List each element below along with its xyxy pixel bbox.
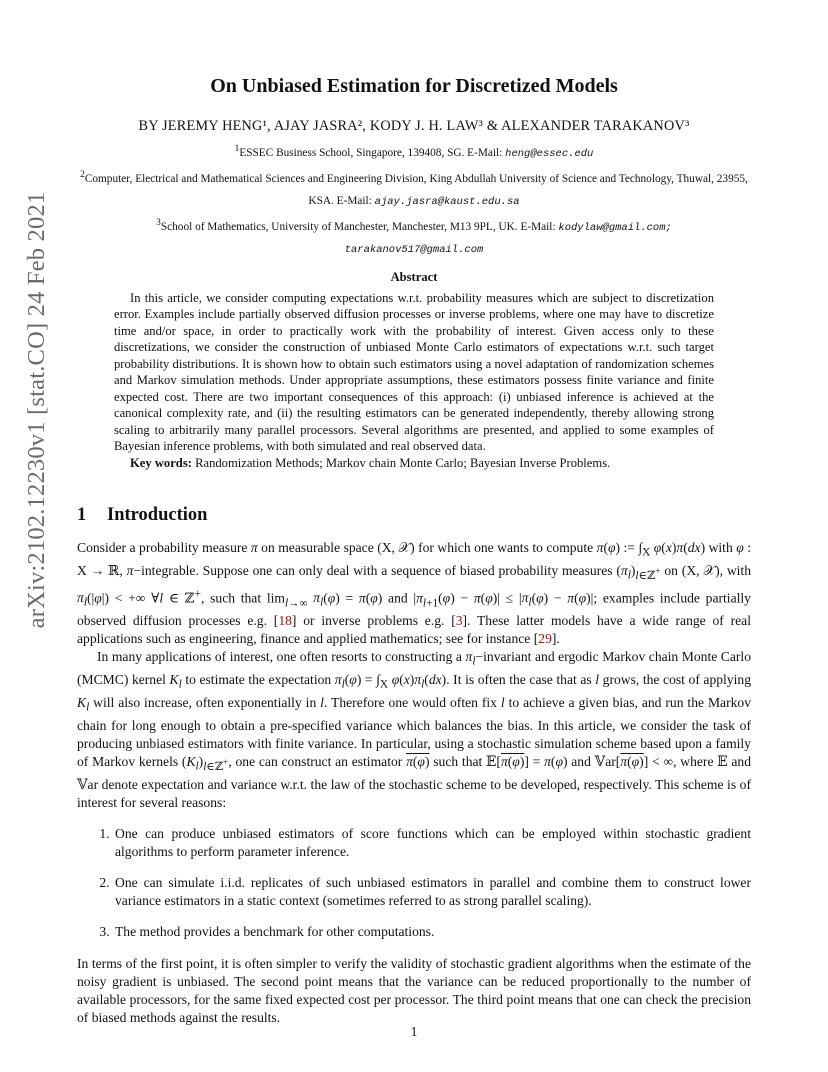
author-list: BY JEREMY HENG¹, AJAY JASRA², KODY J. H. LAW³ & ALEXANDER TARAKANOV³ (138, 118, 690, 134)
page-number: 1 (410, 1024, 418, 1039)
section-title: Introduction (107, 505, 208, 526)
email-link[interactable]: tarakanov517@gmail.com (344, 244, 484, 257)
citation-link[interactable]: 18 (278, 613, 292, 629)
arxiv-identifier: arXiv:2102.12230v1 [stat.CO] 24 Feb 2021 (23, 191, 50, 629)
section-heading (77, 504, 751, 526)
list-item: 2. One can simulate i.i.d. replicates of such unbiased estimators in parallel and combine them to construct lower variance estimators in a static context (sometimes referred to as strong parallel scaling). (113, 874, 751, 910)
section-number: 1 (77, 505, 87, 526)
section-body (77, 539, 751, 1027)
affiliation-2: $^2$Computer, Electrical and Mathematical Sciences and Engineering Division, King Abdullah University of Science and Technology, Thuwal, 23955, KSA. E-Mail: ajay.jasra@kaust.edu.sa (80, 170, 748, 208)
citation-link[interactable]: 3 (455, 613, 463, 629)
paragraph: In terms of the first point, it is often simpler to verify the validity of stochastic gradient algorithms when the estimate of the noisy gradient is unbiased. The second point means that the variance can be reduced proportionally to the number of available processors, for the same fixed expected cost per processor. The third point means that one can check the precision of biased methods against the results. (77, 955, 751, 1025)
arxiv-sidebar (18, 130, 56, 690)
abstract-text: In this article, we consider computing expectations w.r.t. probability measures which are subject to discretization error. Examples include partially observed diffusion processes or inverse problems, where one may have to discretize time and/or space, in order to practically work with the probability of interest. Given access only to these discretizations, we consider the construction of unbiased Monte Carlo estimators of expectations w.r.t. such target probability distributions. It is shown how to obtain such estimators using a novel adaptation of randomization schemes and Markov simulation methods. Under appropriate assumptions, these estimators possess finite variance and finite expected cost. There are two important consequences of this approach: (i) unbiased inference is achieved at the canonical complexity rate, and (ii) the resulting estimators can be generated independently, thereby allowing strong scaling to arbitrarily many parallel processors. Several algorithms are presented, and applied to some examples of Bayesian inference problems, with both simulated and real observed data. (114, 290, 714, 454)
citation-link[interactable]: 29 (538, 631, 552, 647)
email-link[interactable]: ajay.jasra@kaust.edu.sa (374, 195, 520, 208)
keywords: Key words: Randomization Methods; Markov chain Monte Carlo; Bayesian Inverse Problems. (130, 455, 611, 470)
list-item: 1. One can produce unbiased estimators of score functions which can be employed within stochastic gradient algorithms to perform parameter inference. (113, 825, 751, 861)
email-link[interactable]: kodylaw@gmail.com; (558, 221, 672, 234)
paper-page (77, 0, 751, 1027)
affiliation-1: $^1$ESSEC Business School, Singapore, 139408, SG. E-Mail: heng@essec.edu (234, 144, 594, 160)
abstract-heading: Abstract (390, 269, 438, 284)
paragraph: In many applications of interest, one often resorts to constructing a $\pi_l-invariant$ and ergodic Markov chain Monte Carlo (MCMC) kernel $K_l$ to estimate the expectation $\pi_l(\varphi) = \int_X$ $\varphi(x)\pi_l(dx)$. It is often the case that as l grows, the cost of applying $K_l$ will also increase, often exponentially in l. Therefore one would often fix l to achieve a given bias, and run the Markov chain for long enough to obtain a pre-specified variance which balances the bias. In this article, we consider the task of producing unbiased estimators with finite variance. In particular, using a stochastic simulation scheme based upon a family of Markov kernels $(K_l)_{l\in ℤ^+}$, one can construct an estimator π(φ) such that 𝔼[π(φ)] = π(φ) and 𝕍ar[π(φ)] < ∞, where 𝔼 and 𝕍ar denote expectation and variance w.r.t. the law of the stochastic scheme to be developed, respectively. This scheme is of interest for several reasons: (77, 649, 752, 810)
reasons-list (77, 825, 751, 941)
paper-title: On Unbiased Estimation for Discretized Models (210, 75, 618, 97)
affiliation-3: $^3$School of Mathematics, University of Manchester, Manchester, M13 9PL, UK. E-Mail: kodylaw@gmail.com; tarakanov517@gmail.com (156, 218, 672, 257)
affiliations (77, 139, 751, 262)
email-link[interactable]: heng@essec.edu (505, 147, 594, 160)
abstract (114, 290, 714, 472)
paragraph: Consider a probability measure π on measurable space (X, 𝒳) for which one wants to compute π(φ) := $\int_X$ φ(x)π(dx) with φ : X → ℝ, π−integrable. Suppose one can only deal with a sequence of biased probability measures $(\pi_l)_{l\in ℤ^+}$ on (X, 𝒳), with $\pi_l(|\varphi|)$ < +∞ ∀l ∈ ℤ+, such that $\lim_{l\to\infty} \pi_l(\varphi) = \pi(\varphi)$ and $|\pi_{l+1}(\varphi) - \pi(\varphi)| \le |\pi_l(\varphi) - \pi(\varphi)|$; examples include partially observed diffusion processes e.g. [18] or inverse problems e.g. [3]. These latter models have a wide range of real applications such as engineering, finance and applied mathematics; see for instance [29]. (77, 540, 752, 647)
list-item: 3. The method provides a benchmark for other computations. (113, 923, 751, 941)
